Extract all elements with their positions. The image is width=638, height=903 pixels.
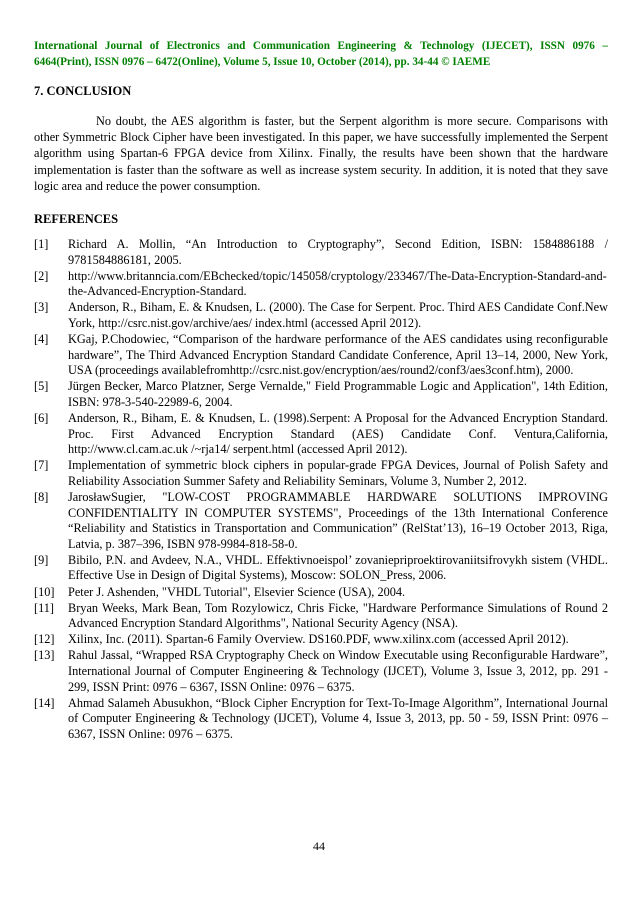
reference-number: [3]	[34, 300, 49, 315]
reference-number: [13]	[34, 648, 55, 663]
reference-item	[34, 585, 608, 601]
reference-item	[34, 648, 608, 695]
references-heading: REFERENCES	[34, 212, 119, 227]
journal-header: International Journal of Electronics and Communication Engineering & Technology (IJECET), ISSN 0976 – 6464(Print), ISSN 0976 – 6472(Online), Volume 5, Issue 10, October (2014), pp. 34-44 © IAEME	[34, 40, 608, 68]
reference-number: [7]	[34, 458, 49, 473]
reference-number: [12]	[34, 632, 55, 647]
conclusion-heading: 7. CONCLUSION	[34, 84, 132, 98]
reference-number: [8]	[34, 490, 49, 505]
reference-item	[34, 269, 608, 300]
reference-item	[34, 300, 608, 331]
conclusion-paragraph: No doubt, the AES algorithm is faster, but the Serpent algorithm is more secure. Comparisons with other Symmetric Block Cipher have been investigated. In this paper, we have successfully implemented the Serpent algorithm using Spartan-6 FPGA device from Xilinx. Finally, the results have been shown that the hardware implementation is faster than the software as well as increase system security. In addition, it is noted that they save logic area and reduce the power consumption.	[34, 114, 608, 193]
reference-number: [2]	[34, 268, 49, 283]
reference-text: http://www.britanncia.com/EBchecked/topic/145058/cryptology/233467/The-Data-Encryption-Standard-and-the-Advanced-Encryption-Standard.	[68, 268, 607, 299]
reference-number: [6]	[34, 411, 49, 426]
reference-number: [4]	[34, 332, 49, 347]
reference-text: Anderson, R., Biham, E. & Knudsen, L. (1998).Serpent: A Proposal for the Advanced Encryption Standard. Proc. First Advanced Encryption Standard (AES) Candidate Conf. Ventura,California, http://www.cl.cam.ac.uk /~rja14/ serpent.html (accessed April 2012).	[68, 411, 608, 457]
reference-text: Bibilo, P.N. and Avdeev, N.A., VHDL. Effektivnoeispol’ zovaniepriproektirovaniitsifrovykh sistem (VHDL. Effective Use in Design of Digital Systems), Moscow: SOLON_Press, 2006.	[68, 552, 608, 583]
reference-number: [9]	[34, 552, 49, 567]
reference-item	[34, 696, 608, 743]
reference-text: KGaj, P.Chodowiec, “Comparison of the hardware performance of the AES candidates using reconfigurable hardware”, The Third Advanced Encryption Standard Candidate Conference, April 13–14, 2000, New York, USA (proceedings availablefromhttp://csrc.nist.gov/encryption/aes/round2/conf3/aes3conf.htm), 2000.	[68, 332, 608, 378]
reference-number: [5]	[34, 379, 49, 394]
reference-item	[34, 553, 608, 584]
page-number: 44	[313, 839, 325, 853]
reference-item	[34, 490, 608, 552]
reference-item	[34, 237, 608, 268]
reference-number: [11]	[34, 600, 55, 615]
reference-text: Peter J. Ashenden, "VHDL Tutorial", Elsevier Science (USA), 2004.	[68, 584, 406, 599]
reference-item	[34, 379, 608, 410]
reference-text: Ahmad Salameh Abusukhon, “Block Cipher Encryption for Text-To-Image Algorithm”, International Journal of Computer Engineering & Technology (IJCET), Volume 4, Issue 3, 2013, pp. 50 - 59, ISSN Print: 0976 – 6367, ISSN Online: 0976 – 6375.	[68, 695, 608, 741]
page-body	[34, 38, 608, 743]
reference-item	[34, 632, 608, 648]
reference-item	[34, 601, 608, 632]
reference-number: [1]	[34, 237, 49, 252]
references-list	[34, 237, 608, 743]
reference-text: Implementation of symmetric block ciphers in popular-grade FPGA Devices, Journal of Polish Safety and Reliability Association Summer Safety and Reliability Seminars, Volume 3, Number 2, 2012.	[68, 458, 608, 488]
reference-text: Xilinx, Inc. (2011). Spartan-6 Family Overview. DS160.PDF, www.xilinx.com (accessed April 2012).	[68, 632, 569, 647]
reference-text: Rahul Jassal, “Wrapped RSA Cryptography Check on Window Executable using Reconfigurable Hardware”, International Journal of Computer Engineering & Technology (IJCET), Volume 3, Issue 3, 2012, pp. 291 - 299, ISSN Print: 0976 – 6367, ISSN Online: 0976 – 6375.	[68, 648, 608, 694]
reference-item	[34, 332, 608, 379]
reference-item	[34, 458, 608, 489]
reference-text: Bryan Weeks, Mark Bean, Tom Rozylowicz, Chris Ficke, "Hardware Performance Simulations of Round 2 Advanced Encryption Standard Algorithms", National Security Agency (NSA).	[68, 600, 608, 631]
reference-item	[34, 411, 608, 458]
reference-text: Richard A. Mollin, “An Introduction to Cryptography”, Second Edition, ISBN: 1584886188 / 9781584886181, 2005.	[68, 237, 608, 267]
reference-text: Jürgen Becker, Marco Platzner, Serge Vernalde," Field Programmable Logic and Application", 14th Edition, ISBN: 978-3-540-22989-6, 2004.	[68, 379, 608, 409]
reference-number: [14]	[34, 695, 55, 710]
reference-text: JarosławSugier, "LOW-COST PROGRAMMABLE HARDWARE SOLUTIONS IMPROVING CONFIDENTIALITY IN COMPUTER SYSTEMS", Proceedings of the 13th International Conference “Reliability and Statistics in Transportation and Communication” (RelStat’13), 16–19 October 2013, Riga, Latvia, p. 387–396, ISBN 978-9984-818-58-0.	[68, 490, 608, 551]
reference-text: Anderson, R., Biham, E. & Knudsen, L. (2000). The Case for Serpent. Proc. Third AES Candidate Conf.New York, http://csrc.nist.gov/archive/aes/ index.html (accessed April 2012).	[68, 300, 608, 330]
reference-number: [10]	[34, 584, 55, 599]
